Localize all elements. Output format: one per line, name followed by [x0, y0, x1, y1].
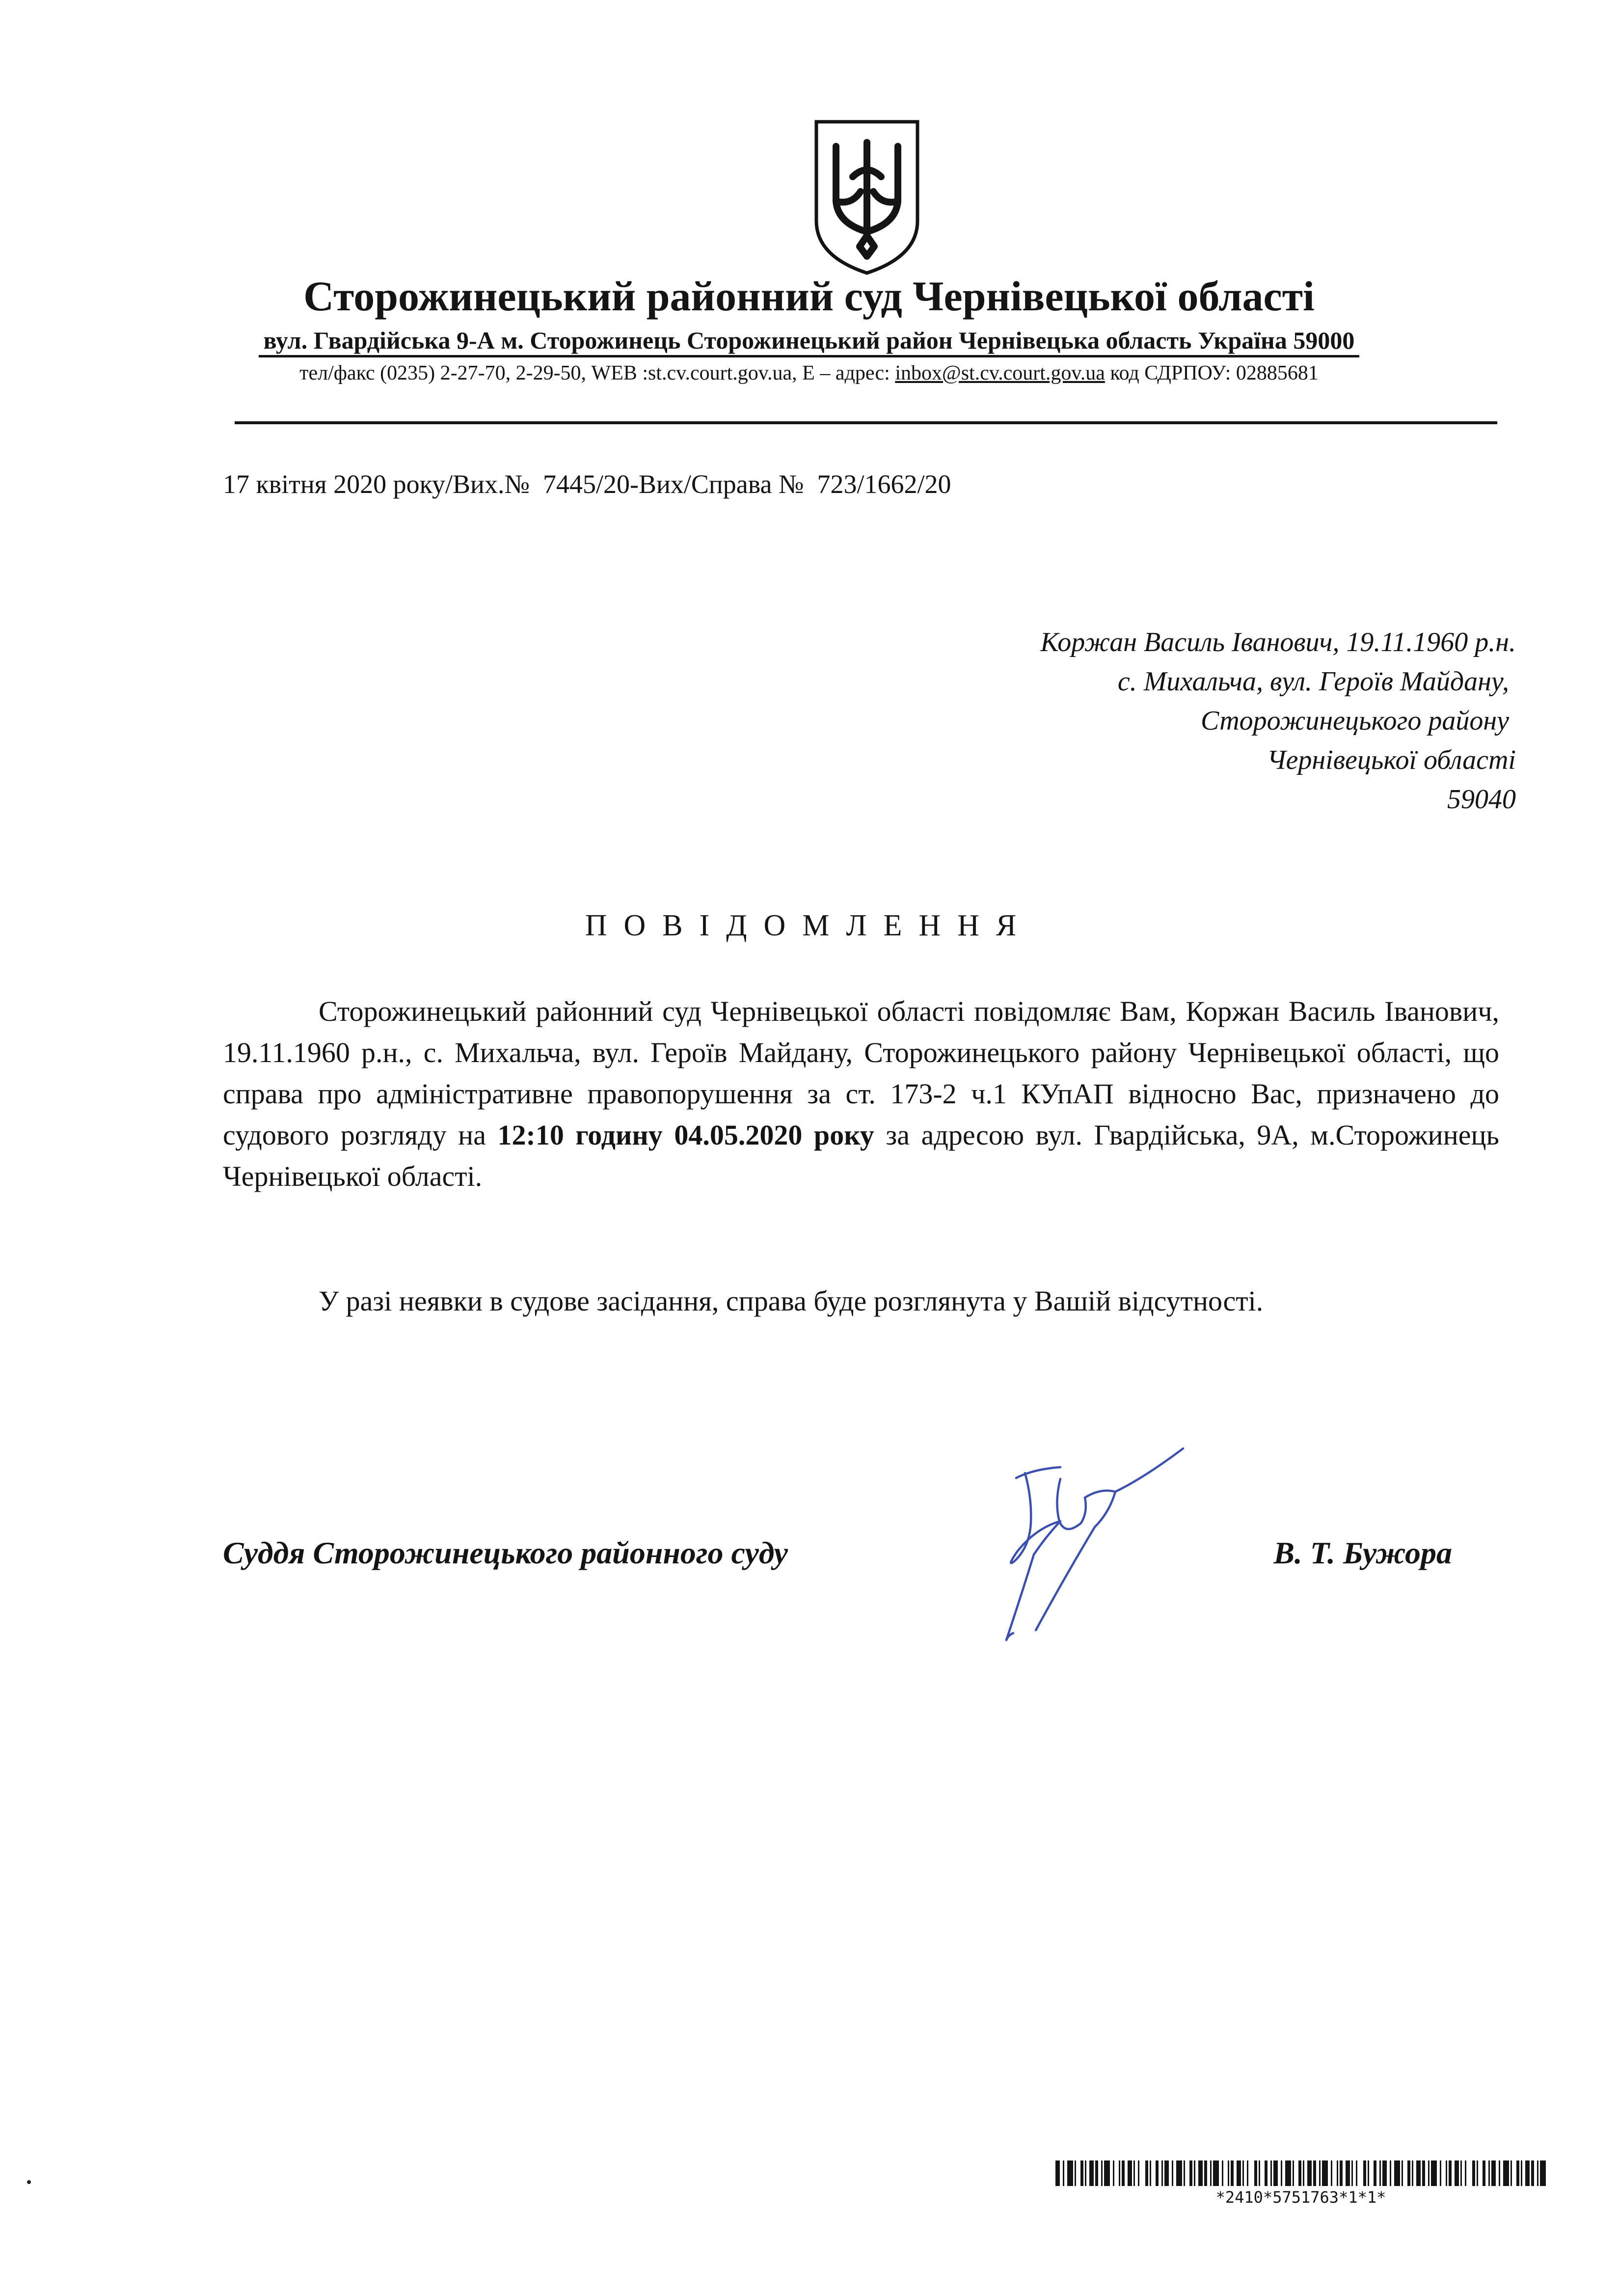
- contacts-edrpou: код СДРПОУ: 02885681: [1105, 362, 1319, 384]
- barcode-bar: [1104, 2160, 1110, 2186]
- barcode-bar: [1351, 2160, 1353, 2186]
- barcode-bar: [1161, 2160, 1163, 2186]
- barcode-bar: [1089, 2160, 1094, 2186]
- barcode-bar: [1503, 2160, 1509, 2186]
- barcode-bar: [1521, 2160, 1522, 2186]
- court-name: Сторожинецький районний суд Чернівецької області: [303, 273, 1315, 320]
- barcode-bar: [1431, 2160, 1437, 2186]
- body-text: за адресою вул. Гвардійська, 9А, м.Сторожинець Чернівецької області.: [223, 1119, 1499, 1192]
- barcode-bar: [1531, 2160, 1534, 2186]
- barcode-bar: [1477, 2160, 1478, 2186]
- barcode-bar: [1231, 2160, 1234, 2186]
- barcode-bar: [1428, 2160, 1429, 2186]
- barcode-bar: [1145, 2160, 1148, 2186]
- barcode-bar: [1164, 2160, 1169, 2186]
- barcode-bar: [1184, 2160, 1185, 2186]
- barcode-bar: [1067, 2160, 1073, 2186]
- body-paragraph: [223, 991, 1499, 1197]
- barcode-bar: [1407, 2160, 1410, 2186]
- barcode-bar: [1322, 2160, 1328, 2186]
- barcode-bar: [1374, 2160, 1376, 2186]
- barcode-bar: [1247, 2160, 1248, 2186]
- barcode-icon: [1055, 2160, 1546, 2186]
- signature-icon: [987, 1439, 1242, 1655]
- barcode-bar: [1254, 2160, 1257, 2186]
- barcode-bar: [1172, 2160, 1173, 2186]
- barcode-bar: [1537, 2160, 1538, 2186]
- barcode-bar: [1281, 2160, 1282, 2186]
- barcode-bar: [1465, 2160, 1466, 2186]
- recipient-line: 59040: [1447, 784, 1516, 815]
- barcode-bar: [1525, 2160, 1530, 2186]
- barcode-bar: [1138, 2160, 1139, 2186]
- barcode-bar: [1337, 2160, 1338, 2186]
- barcode-bar: [1189, 2160, 1192, 2186]
- barcode-bar: [1198, 2160, 1203, 2186]
- barcode-bar: [1273, 2160, 1278, 2186]
- barcode-bar: [1402, 2160, 1403, 2186]
- barcode-bar: [1055, 2160, 1060, 2186]
- court-address: [0, 324, 1618, 356]
- barcode-bar: [1133, 2160, 1135, 2186]
- body-paragraph: У разі неявки в судове засідання, справа буде розглянута у Вашій відсутності.: [319, 1285, 1264, 1317]
- barcode-bar: [1499, 2160, 1500, 2186]
- barcode-bar: [1228, 2160, 1229, 2186]
- recipient-block: [736, 623, 1516, 819]
- barcode-bar: [1119, 2160, 1120, 2186]
- hearing-datetime: 12:10 годину 04.05.2020 року: [497, 1119, 874, 1151]
- court-contacts: [0, 358, 1618, 388]
- barcode-bar: [1285, 2160, 1291, 2186]
- outgoing-reference: 17 квітня 2020 року/Вих.№ 7445/20-Вих/Справа № 723/1662/20: [223, 469, 951, 499]
- barcode-bar: [1340, 2160, 1343, 2186]
- barcode-bar: [1491, 2160, 1496, 2186]
- barcode-bar: [1204, 2160, 1207, 2186]
- barcode-bar: [1394, 2160, 1400, 2186]
- barcode-bar: [1313, 2160, 1316, 2186]
- contacts-phone-web: тел/факс (0235) 2-27-70, 2-29-50, WEB :st.cv.court.gov.ua, E – адрес:: [299, 362, 895, 384]
- barcode-bar: [1113, 2160, 1114, 2186]
- barcode-number: *2410*5751763*1*1*: [1215, 2188, 1386, 2207]
- barcode-bar: [1379, 2160, 1381, 2186]
- barcode-bar: [1483, 2160, 1485, 2186]
- barcode-bar: [1346, 2160, 1350, 2186]
- barcode-bar: [1265, 2160, 1267, 2186]
- document-title: ПОВІДОМЛЕННЯ: [585, 909, 1033, 942]
- barcode-bar: [1222, 2160, 1223, 2186]
- barcode-bar: [1455, 2160, 1459, 2186]
- barcode-bar: [1080, 2160, 1083, 2186]
- barcode-bar: [1446, 2160, 1447, 2186]
- barcode-bar: [1101, 2160, 1103, 2186]
- barcode-bar: [1063, 2160, 1064, 2186]
- scan-speck: [27, 2180, 31, 2184]
- barcode-bar: [1194, 2160, 1195, 2186]
- barcode-bar: [1540, 2160, 1546, 2186]
- barcode-bar: [1422, 2160, 1425, 2186]
- barcode-bar: [1356, 2160, 1357, 2186]
- barcode-bar: [1176, 2160, 1182, 2186]
- judge-title: Суддя Сторожинецького районного суду: [223, 1535, 788, 1570]
- coat-of-arms-icon: [812, 118, 921, 276]
- recipient-line: Коржан Василь Іванович, 19.11.1960 р.н.: [1040, 627, 1516, 657]
- court-address-text: вул. Гвардійська 9-А м. Сторожинець Сторожинецький район Чернівецька область Україна 59000: [259, 327, 1360, 357]
- barcode-bar: [1460, 2160, 1462, 2186]
- barcode-bar: [1270, 2160, 1272, 2186]
- barcode-bar: [1382, 2160, 1387, 2186]
- header-divider: [235, 421, 1497, 424]
- barcode-bar: [1363, 2160, 1366, 2186]
- barcode-bar: [1440, 2160, 1441, 2186]
- barcode-bar: [1122, 2160, 1125, 2186]
- barcode-bar: [1259, 2160, 1260, 2186]
- barcode-bar: [1095, 2160, 1098, 2186]
- barcode-bar: [1390, 2160, 1391, 2186]
- body-text: Сторожинецький районний суд Чернівецької області повідомляє Вам, Коржан Василь Іванович, 19.11.1960 р.н., с. Михальча, вул. Героїв Майдану, Сторожинецького району Чернівецької області, що справа про адміністративне правопорушення за ст. 173-2 ч.1 КУпАП відносно Вас, призначено до судового розгляду на: [223, 995, 1499, 1151]
- barcode-bar: [1128, 2160, 1132, 2186]
- barcode-bar: [1213, 2160, 1219, 2186]
- barcode-bar: [1449, 2160, 1452, 2186]
- barcode-bar: [1416, 2160, 1421, 2186]
- barcode-bar: [1472, 2160, 1475, 2186]
- barcode-bar: [1368, 2160, 1369, 2186]
- recipient-line: Сторожинецького району: [1201, 706, 1516, 736]
- barcode-bar: [1412, 2160, 1413, 2186]
- barcode-bar: [1075, 2160, 1076, 2186]
- recipient-line: с. Михальча, вул. Героїв Майдану,: [1117, 666, 1516, 697]
- barcode-bar: [1242, 2160, 1244, 2186]
- barcode-bar: [1319, 2160, 1321, 2186]
- barcode-bar: [1210, 2160, 1212, 2186]
- barcode-bar: [1298, 2160, 1301, 2186]
- barcode-bar: [1085, 2160, 1086, 2186]
- judge-name: В. Т. Бужора: [1273, 1535, 1452, 1570]
- barcode-bar: [1331, 2160, 1332, 2186]
- barcode-bar: [1307, 2160, 1312, 2186]
- barcode-bar: [1237, 2160, 1241, 2186]
- barcode-bar: [1488, 2160, 1490, 2186]
- recipient-line: Чернівецької області: [1267, 745, 1516, 775]
- court-email-link[interactable]: inbox@st.cv.court.gov.ua: [895, 362, 1105, 384]
- barcode-bar: [1150, 2160, 1151, 2186]
- barcode-bar: [1516, 2160, 1519, 2186]
- barcode-bar: [1293, 2160, 1294, 2186]
- barcode-bar: [1156, 2160, 1159, 2186]
- barcode-bar: [1510, 2160, 1512, 2186]
- barcode-bar: [1303, 2160, 1304, 2186]
